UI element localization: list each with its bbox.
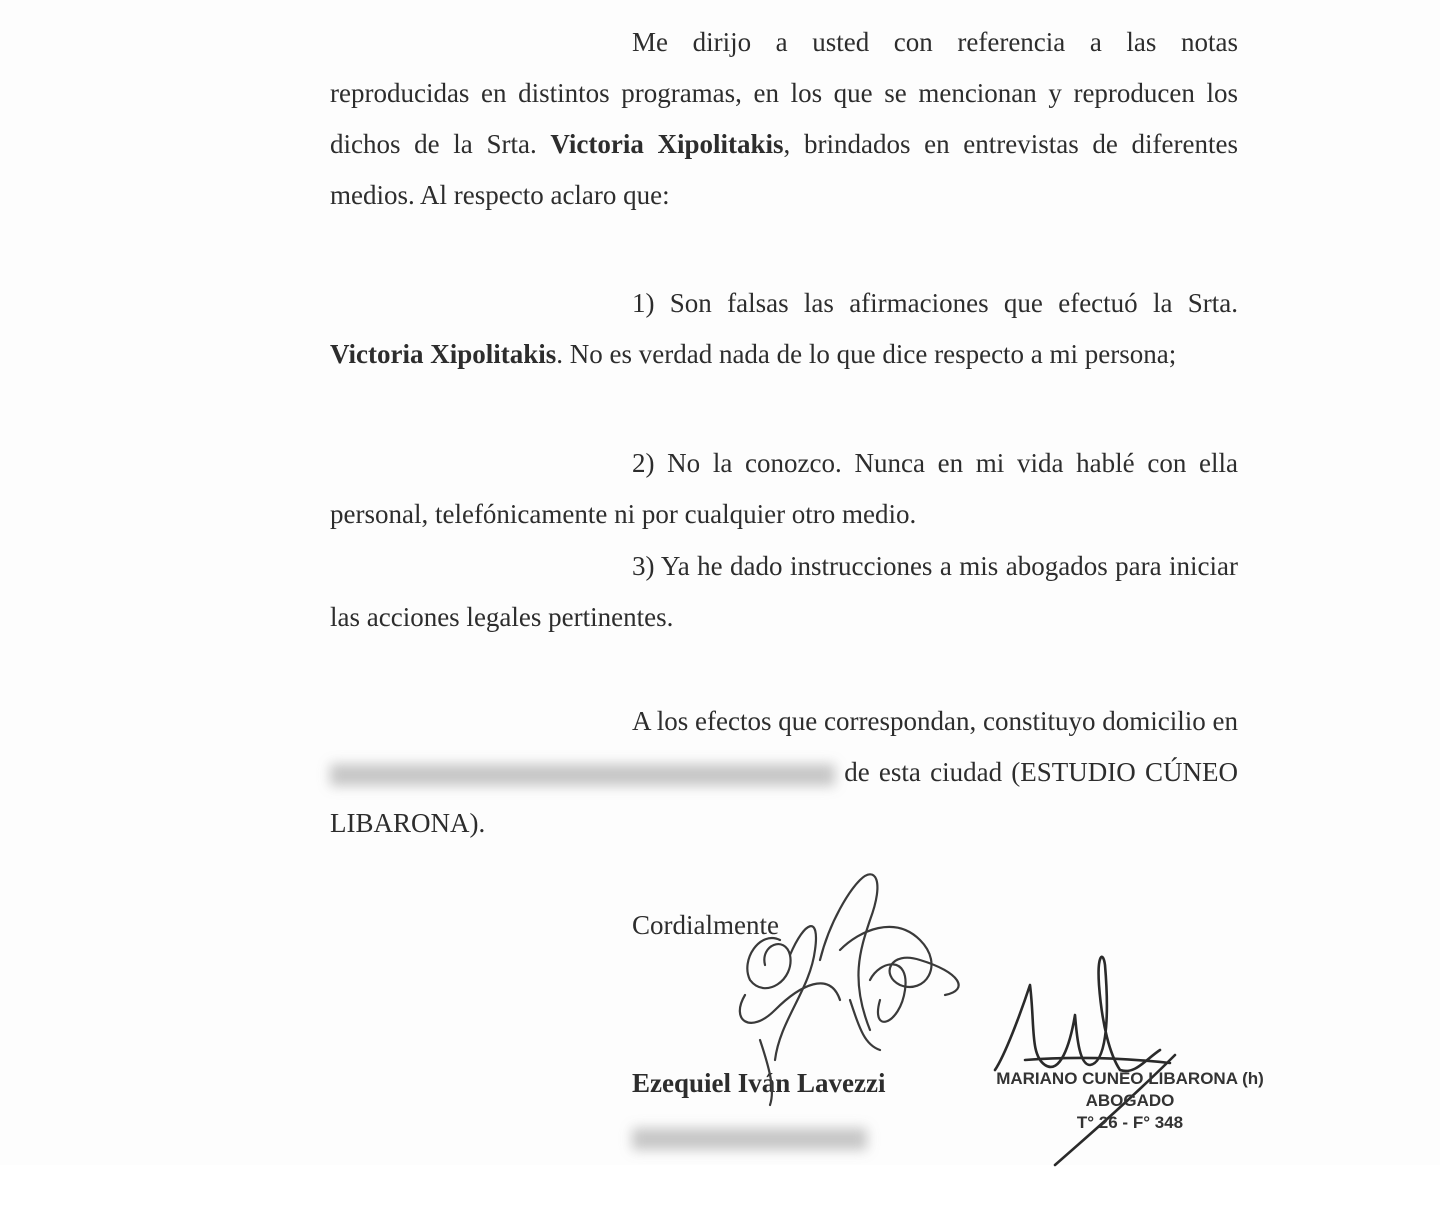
- lawyer-stamp: [985, 1068, 1275, 1134]
- stamp-title: ABOGADO: [1085, 1091, 1175, 1110]
- stamp-registry: T° 26 - F° 348: [1076, 1113, 1184, 1132]
- point-1-text: 1) Son falsas las afirmaciones que efectuó la Srta.: [632, 288, 1238, 318]
- point-2-paragraph: 2) No la conozco. Nunca en mi vida hablé con ella personal, telefónicamente ni por cualquier otro medio.: [330, 448, 1238, 529]
- closing-text: A los efectos que correspondan, constituyo domicilio en: [632, 706, 1238, 736]
- signer-name: Ezequiel Iván Lavezzi: [632, 1068, 886, 1098]
- intro-paragraph: [330, 17, 1238, 221]
- salutation: Cordialmente: [632, 910, 779, 940]
- point-3-paragraph: 3) Ya he dado instrucciones a mis abogados para iniciar las acciones legales pertinentes.: [330, 551, 1238, 632]
- signature-lawyer: [985, 945, 1205, 1175]
- intro-text: Me dirijo a usted con referencia a las notas reproducidas en distintos programas, en los que se mencionan y reproducen los dichos de la Srta.: [330, 27, 1238, 159]
- intro-text-end: , brindados en entrevistas de diferentes medios. Al respecto aclaro que:: [330, 129, 1238, 210]
- closing-paragraph: [330, 696, 1238, 849]
- stamp-name: MARIANO CUNEO LIBARONA (h): [996, 1069, 1264, 1088]
- redacted-id: [632, 1128, 867, 1150]
- redacted-address: [330, 764, 835, 786]
- point-1-text-end: . No es verdad nada de lo que dice respecto a mi persona;: [556, 339, 1177, 369]
- closing-text-end: de esta ciudad (ESTUDIO CÚNEO LIBARONA).: [330, 757, 1238, 838]
- point-1-person-name: Victoria Xipolitakis: [330, 339, 557, 369]
- signature-lavezzi: [720, 860, 980, 1110]
- intro-person-name: Victoria Xipolitakis: [550, 129, 784, 159]
- point-1-paragraph: [330, 278, 1238, 380]
